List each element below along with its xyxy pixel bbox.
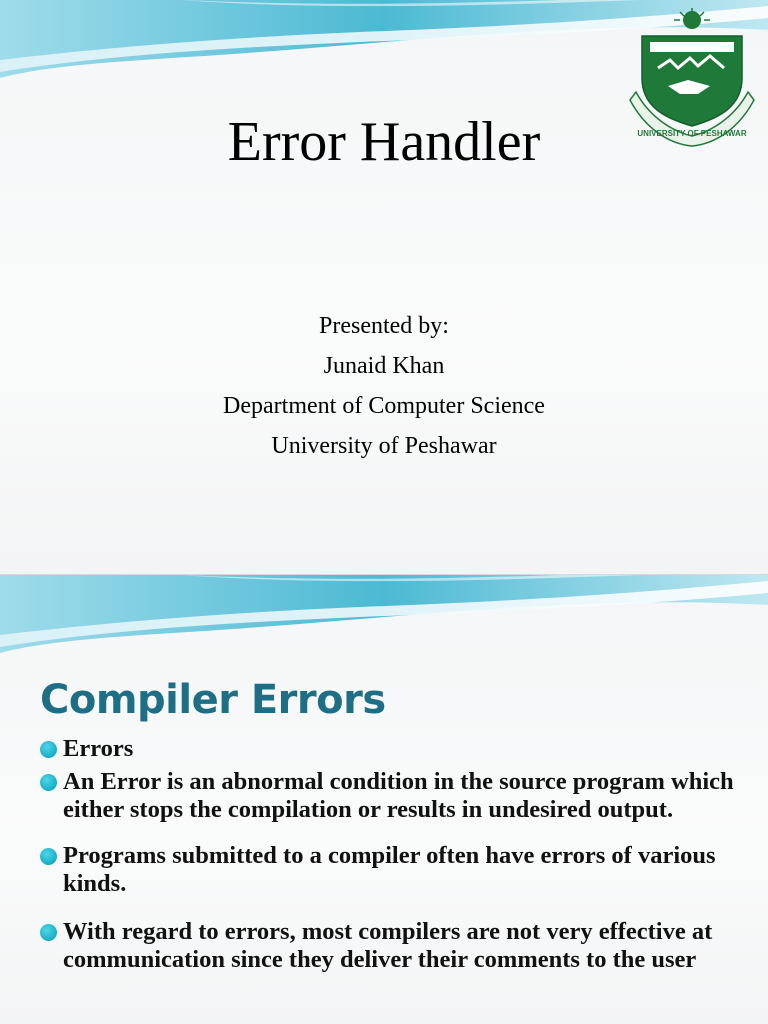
university-name: University of Peshawar	[271, 433, 497, 459]
presented-by-label: Presented by:	[319, 313, 449, 339]
department-name: Department of Computer Science	[223, 393, 545, 419]
bullet-dot-icon	[40, 741, 57, 758]
list-item	[38, 768, 738, 824]
bullet-text: With regard to errors, most compilers are not very effective at communication since they deliver their comments to the user	[63, 918, 713, 973]
svg-text:UNIVERSITY OF PESHAWAR: UNIVERSITY OF PESHAWAR	[637, 129, 747, 138]
bullet-dot-icon	[40, 848, 57, 865]
list-item	[38, 735, 738, 763]
slide-title: Error Handler	[227, 111, 541, 173]
presenter-block	[0, 306, 768, 466]
bullet-text: Errors	[63, 735, 134, 762]
presenter-name: Junaid Khan	[323, 353, 445, 379]
list-item	[38, 918, 738, 974]
bullet-text: Programs submitted to a compiler often have errors of various kinds.	[63, 842, 716, 897]
content-slide	[0, 575, 768, 1024]
bullet-dot-icon	[40, 924, 57, 941]
wave-banner	[0, 575, 768, 665]
bullet-dot-icon	[40, 774, 57, 791]
bullet-text: An Error is an abnormal condition in the source program which either stops the compilation or results in undesired output.	[63, 768, 734, 823]
slide-heading: Compiler Errors	[40, 677, 386, 723]
bullet-list	[38, 735, 738, 974]
list-item	[38, 842, 738, 898]
